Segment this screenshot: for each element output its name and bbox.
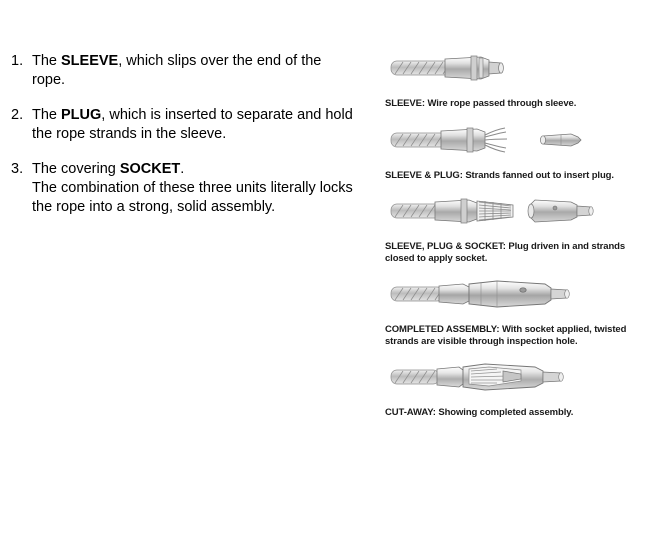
list-item [8, 160, 353, 217]
list-item-subtext: The combination of these three units literally locks the rope into a strong, solid assembly. [32, 180, 353, 215]
list-item-text-bold: SLEEVE [61, 53, 119, 69]
list-item-text-plain: The [32, 107, 62, 123]
figure-caption [385, 324, 635, 347]
list-item-text-rest: , which slips over the end of the rope. [32, 53, 322, 88]
figure-caption-label: SLEEVE & PLUG: [385, 169, 463, 181]
figure-cut-away [385, 357, 635, 419]
figure-caption-text: Plug driven in and strands closed to apply socket. [385, 241, 626, 264]
list-item-number: 2. [11, 107, 24, 123]
figure-sleeve [385, 48, 635, 110]
figure-caption-label: COMPLETED ASSEMBLY: [385, 324, 500, 335]
sleeve-plug-socket-illustration-icon [385, 191, 635, 239]
cut-away-illustration-icon [385, 357, 635, 405]
figure-sleeve-plug-socket [385, 191, 635, 264]
list-item [8, 52, 353, 90]
list-item-text [32, 52, 353, 90]
figure-caption [385, 407, 635, 419]
figure-caption-text: Wire rope passed through sleeve. [424, 98, 577, 109]
figure-caption-label: SLEEVE, PLUG & SOCKET: [385, 241, 506, 252]
list-item-number: 1. [11, 53, 24, 69]
completed-assembly-illustration-icon [385, 274, 635, 322]
list-item-text-bold: SOCKET [119, 161, 181, 177]
list-item-text-rest: , which is inserted to separate and hold the rope strands in the sleeve. [32, 107, 353, 142]
figure-caption-text: Strands fanned out to insert plug. [462, 169, 614, 181]
list-item-text [32, 160, 353, 217]
figure-caption [385, 241, 635, 264]
figure-completed-assembly [385, 274, 635, 347]
sleeve-illustration-icon [385, 48, 635, 96]
list-item-number: 3. [11, 161, 24, 177]
list-item-text-rest: . [180, 161, 185, 177]
figure-caption [385, 98, 635, 110]
sleeve-and-plug-illustration-icon [385, 120, 635, 168]
figure-caption [385, 170, 635, 182]
list-item [8, 106, 353, 144]
figure-caption-label: SLEEVE: [385, 98, 425, 109]
figure-caption-text: Showing completed assembly. [435, 407, 574, 418]
figure-sleeve-and-plug [385, 120, 635, 182]
figure-caption-text: With socket applied, twisted strands are visible through inspection hole. [385, 324, 627, 347]
list-item-text-plain: The covering [32, 161, 120, 177]
list-item-text-plain: The [32, 53, 62, 69]
figure-caption-label: CUT-AWAY: [385, 407, 436, 418]
list-item-text-bold: PLUG [61, 107, 102, 123]
numbered-list [8, 52, 353, 233]
list-item-text [32, 106, 353, 144]
figure-stack [385, 48, 635, 429]
